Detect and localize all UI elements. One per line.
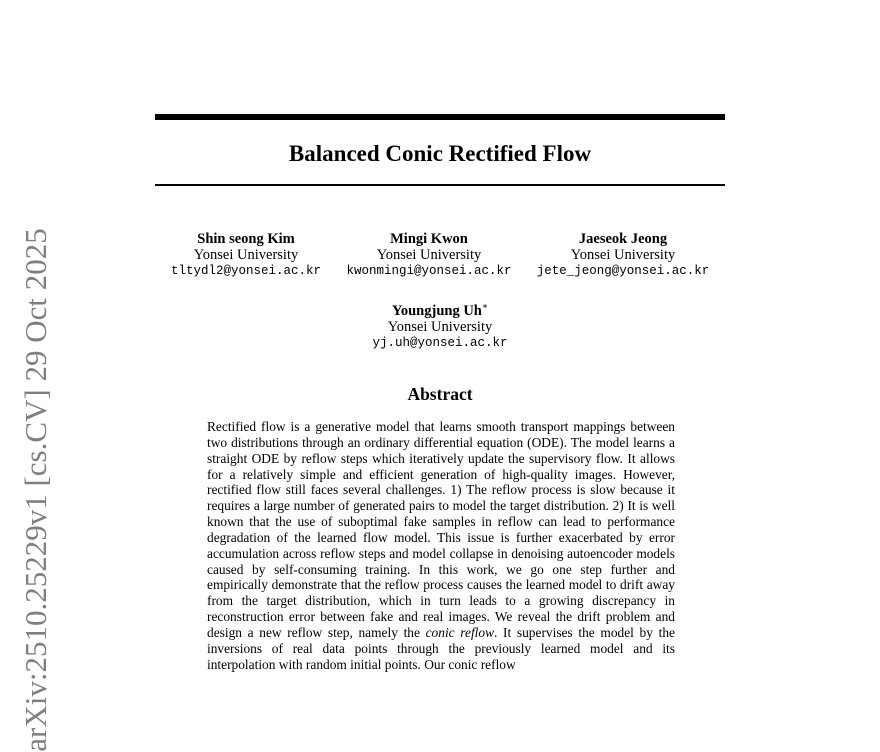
author-email: tltydl2@yonsei.ac.kr [170, 263, 322, 278]
abstract-emphasis: conic reflow [425, 624, 495, 640]
author-block [329, 226, 529, 279]
title-top-rule [155, 114, 725, 120]
author-affiliation: Yonsei University [376, 246, 482, 263]
arxiv-identifier-stamp: arXiv:2510.25229v1 [cs.CV] 29 Oct 2025 [18, 228, 53, 752]
paper-title: Balanced Conic Rectified Flow [288, 141, 592, 166]
author-affiliation: Yonsei University [193, 246, 299, 263]
title-bottom-rule [155, 184, 725, 186]
abstract-heading: Abstract [407, 384, 473, 404]
author-block [340, 298, 540, 351]
author-name: Shin seong Kim [197, 230, 295, 247]
author-block [523, 226, 723, 279]
author-email: yj.uh@yonsei.ac.kr [372, 335, 508, 350]
author-email: kwonmingi@yonsei.ac.kr [346, 263, 512, 278]
corresponding-author-mark: ∗ [481, 301, 488, 311]
author-affiliation: Yonsei University [570, 246, 676, 263]
author-email: jete_jeong@yonsei.ac.kr [536, 263, 710, 278]
author-block [146, 226, 346, 279]
abstract-text: Rectified flow is a generative model that learns smooth transport mappings between two distributions through an ordinary differential equation (ODE). The model learns a straight ODE by reflow steps which iteratively update the supervisory flow. It allows for a relatively simple and efficient generation of high-quality images. However, rectified flow still faces several challenges. 1) The reflow process is slow because it requires a large number of generated pairs to model the target distribution. 2) It is well known that the use of suboptimal fake samples in reflow can lead to performance degradation of the learned flow model. This issue is further exacerbated by error accumulation across reflow steps and model collapse in denoising autoencoder models caused by self-consuming training. In this work, we go one step further and empirically demonstrate that the reflow process causes the learned model to drift away from the target distribution, which in turn leads to a growing discrepancy in reconstruction error between fake and real images. We reveal the drift problem and design a new reflow step, namely the conic reflow. It supervises the model by the inversions of real data points through the previously learned model and its interpolation with random initial points. Our conic reflow [207, 419, 675, 672]
author-name: Jaeseok Jeong [578, 230, 668, 247]
author-affiliation: Yonsei University [387, 318, 493, 335]
author-name: Youngjung Uh∗ [392, 301, 488, 319]
author-name: Mingi Kwon [390, 230, 468, 247]
